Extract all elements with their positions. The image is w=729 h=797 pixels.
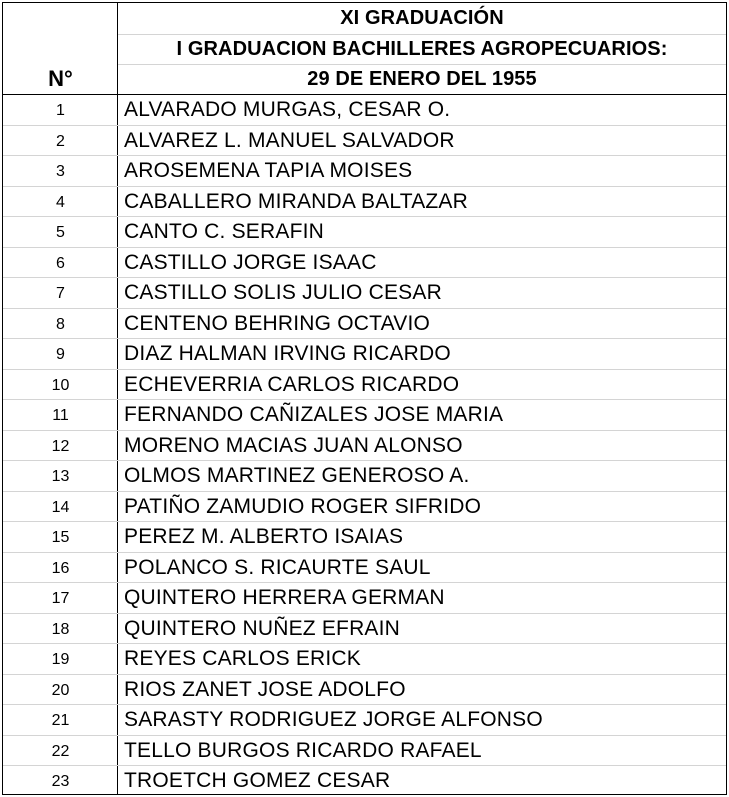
graduate-name: CASTILLO SOLIS JULIO CESAR xyxy=(124,281,442,304)
row-number: 11 xyxy=(52,407,69,424)
row-number: 18 xyxy=(51,620,70,638)
table-row xyxy=(3,431,726,462)
graduate-name: ALVAREZ L. MANUEL SALVADOR xyxy=(124,128,455,152)
table-row xyxy=(3,553,726,584)
row-number: 14 xyxy=(51,498,70,516)
graduate-name: QUINTERO NUÑEZ EFRAIN xyxy=(124,616,401,640)
header-subtitle: I GRADUACION BACHILLERES AGROPECUARIOS: xyxy=(118,34,726,65)
graduate-name: CANTO C. SERAFIN xyxy=(124,220,325,243)
graduates-list xyxy=(3,95,726,797)
row-number: 16 xyxy=(51,559,70,577)
table-header xyxy=(3,3,726,95)
graduate-name: CENTENO BEHRING OCTAVIO xyxy=(124,311,431,335)
row-number: 4 xyxy=(56,193,65,211)
table-row xyxy=(3,522,726,553)
graduate-name: ALVARADO MURGAS, CESAR O. xyxy=(124,98,451,121)
table-row xyxy=(3,400,726,431)
graduate-name: OLMOS MARTINEZ GENEROSO A. xyxy=(124,464,470,487)
table-row xyxy=(3,309,726,340)
graduate-name: FERNANDO CAÑIZALES JOSE MARIA xyxy=(124,403,504,426)
graduate-name: SARASTY RODRIGUEZ JORGE ALFONSO xyxy=(124,708,543,731)
graduate-name: AROSEMENA TAPIA MOISES xyxy=(124,159,413,182)
row-number: 15 xyxy=(51,529,70,546)
row-number: 22 xyxy=(51,742,70,760)
table-row xyxy=(3,614,726,645)
row-number: 20 xyxy=(51,681,70,699)
header-date: 29 DE ENERO DEL 1955 xyxy=(307,68,537,90)
row-number: 2 xyxy=(56,132,65,150)
table-row xyxy=(3,492,726,523)
table-row xyxy=(3,248,726,279)
graduates-sheet xyxy=(2,2,727,795)
graduate-name: MORENO MACIAS JUAN ALONSO xyxy=(124,433,463,457)
row-number: 13 xyxy=(51,468,70,485)
table-row xyxy=(3,675,726,706)
graduate-name: CABALLERO MIRANDA BALTAZAR xyxy=(124,189,469,213)
graduate-name: REYES CARLOS ERICK xyxy=(124,647,361,670)
row-number: 8 xyxy=(56,315,65,333)
graduate-name: RIOS ZANET JOSE ADOLFO xyxy=(124,677,406,701)
row-number: 21 xyxy=(51,712,70,729)
graduate-name: PATIÑO ZAMUDIO ROGER SIFRIDO xyxy=(124,494,482,518)
row-number: 12 xyxy=(51,437,70,455)
row-number: 9 xyxy=(56,346,65,363)
row-number: 6 xyxy=(56,254,65,272)
row-number: 7 xyxy=(56,285,65,302)
table-row xyxy=(3,705,726,736)
graduate-name: CASTILLO JORGE ISAAC xyxy=(124,250,377,274)
graduate-name: ECHEVERRIA CARLOS RICARDO xyxy=(124,372,460,396)
table-row xyxy=(3,339,726,370)
table-row xyxy=(3,217,726,248)
graduate-name: QUINTERO HERRERA GERMAN xyxy=(124,586,445,609)
row-number: 1 xyxy=(56,102,65,119)
table-row xyxy=(3,95,726,126)
table-row xyxy=(3,736,726,767)
row-number: 19 xyxy=(51,651,70,668)
table-row xyxy=(3,644,726,675)
graduate-name: PEREZ M. ALBERTO ISAIAS xyxy=(124,525,404,548)
graduate-name: DIAZ HALMAN IRVING RICARDO xyxy=(124,342,451,365)
row-number: 10 xyxy=(51,376,70,394)
graduate-name: POLANCO S. RICAURTE SAUL xyxy=(124,555,431,579)
table-row xyxy=(3,461,726,492)
table-row xyxy=(3,583,726,614)
header-title: XI GRADUACIÓN xyxy=(118,3,726,35)
graduate-name: TELLO BURGOS RICARDO RAFAEL xyxy=(124,738,482,762)
graduate-name: TROETCH GOMEZ CESAR xyxy=(124,769,391,792)
table-row xyxy=(3,278,726,309)
table-row xyxy=(3,126,726,157)
row-number: 17 xyxy=(51,590,70,607)
table-row xyxy=(3,156,726,187)
row-number: 3 xyxy=(56,163,65,180)
number-column-header: N° xyxy=(48,66,73,91)
row-number: 23 xyxy=(51,773,70,790)
row-number: 5 xyxy=(56,224,65,241)
table-row xyxy=(3,370,726,401)
table-row xyxy=(3,187,726,218)
table-row xyxy=(3,766,726,797)
